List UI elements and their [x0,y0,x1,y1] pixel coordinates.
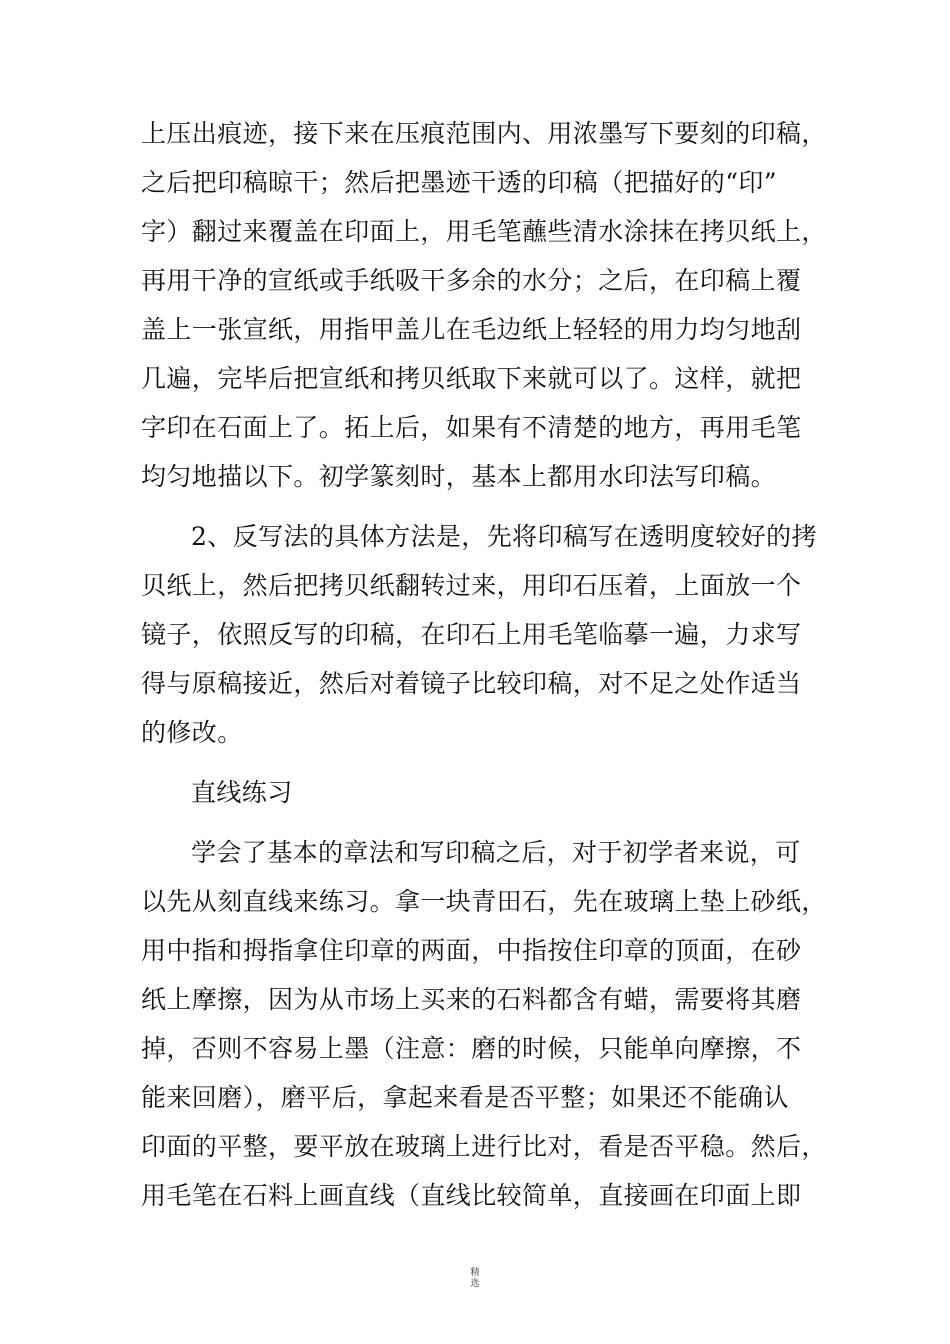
text-line: 的修改。 [141,718,243,747]
section-heading [141,768,821,817]
text-line: 纸上摩擦，因为从市场上买来的石料都含有蜡，需要将其磨 [141,985,802,1014]
section-heading-text: 直线练习 [191,778,293,807]
text-line: 字）翻过来覆盖在印面上，用毛笔蘸些清水涂抹在拷贝纸上， [141,217,827,246]
paragraph-line-practice [141,828,827,1220]
text-line: 得与原稿接近，然后对着镜子比较印稿，对不足之处作适当 [141,669,802,698]
text-line: 均匀地描以下。初学篆刻时，基本上都用水印法写印稿。 [141,462,777,491]
footer-text-line: 选 [470,1279,480,1289]
text-line: 以先从刻直线来练习。拿一块青田石，先在玻璃上垫上砂纸， [141,887,827,916]
text-line: 用毛笔在石料上画直线（直线比较简单，直接画在印面上即 [141,1181,802,1210]
text-line: 掉，否则不容易上墨（注意：磨的时候，只能单向摩擦，不 [141,1034,802,1063]
text-line: 字印在石面上了。拓上后，如果有不清楚的地方，再用毛笔 [141,413,802,442]
paragraph-spacer [141,817,821,828]
document-body [141,109,827,1220]
paragraph-water-print-method [141,109,827,501]
text-line: 之后把印稿晾干；然后把墨迹干透的印稿（把描好的“印” [141,168,777,197]
paragraph-reverse-writing-method [141,512,821,757]
text-line: 盖上一张宣纸，用指甲盖儿在毛边纸上轻轻的用力均匀地刮 [141,315,802,344]
text-line: 2、反写法的具体方法是，先将印稿写在透明度较好的拷 [191,522,817,551]
text-line: 贝纸上，然后把拷贝纸翻转过来，用印石压着，上面放一个 [141,571,802,600]
text-line: 镜子，依照反写的印稿，在印石上用毛笔临摹一遍，力求写 [141,620,802,649]
text-line: 上压出痕迹，接下来在压痕范围内、用浓墨写下要刻的印稿， [141,119,827,148]
text-line: 能来回磨），磨平后，拿起来看是否平整；如果还不能确认 [141,1083,789,1112]
text-line: 再用干净的宣纸或手纸吸干多余的水分；之后，在印稿上覆 [141,266,802,295]
page-footer [465,1268,485,1290]
paragraph-spacer [141,757,821,768]
text-line: 用中指和拇指拿住印章的两面，中指按住印章的顶面，在砂 [141,936,802,965]
text-line: 学会了基本的章法和写印稿之后，对于初学者来说，可 [191,838,801,867]
text-line: 几遍，完毕后把宣纸和拷贝纸取下来就可以了。这样，就把 [141,364,802,393]
paragraph-spacer [141,501,821,512]
footer-text-line: 精 [470,1268,480,1278]
text-line: 印面的平整，要平放在玻璃上进行比对，看是否平稳。然后， [141,1132,827,1161]
